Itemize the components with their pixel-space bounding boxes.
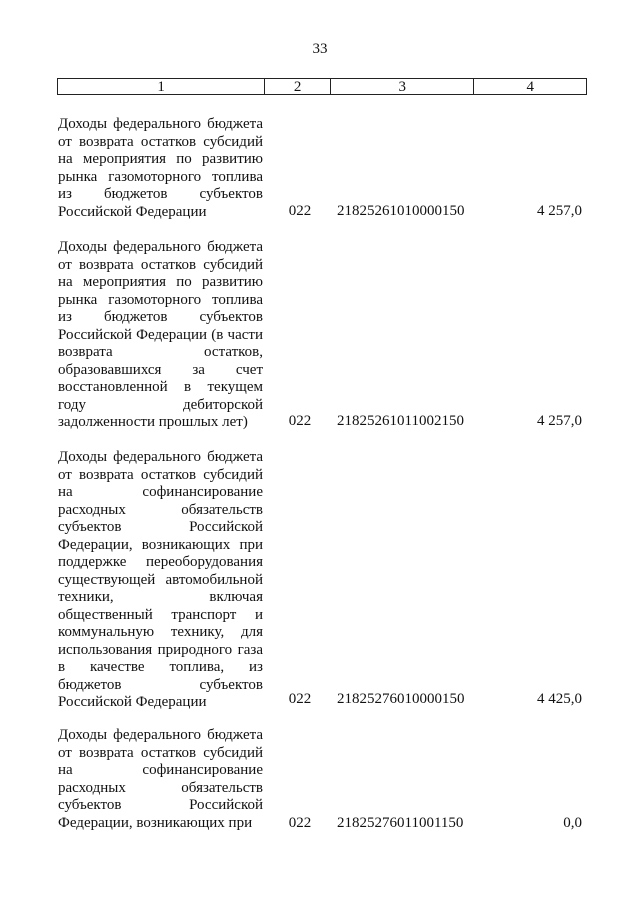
row-kbk-code: 21825261010000150	[337, 203, 465, 219]
column-header-4: 4	[526, 79, 534, 95]
row-amount: 4 257,0	[537, 203, 582, 219]
row-description: Доходы федерального бюджета от возврата остатков субсидий на мероприятия по развитию рынка газомоторного топлива из бюджетов субъектов Российской Федерации (в части возврата остатков, образовавшихся за счет восстановленной в текущем году дебиторской задолженности прошлых лет)	[58, 239, 263, 430]
column-header-3: 3	[331, 79, 474, 94]
row-admin-code: 022	[288, 413, 312, 429]
column-header-2: 2	[265, 79, 331, 94]
row-description: Доходы федерального бюджета от возврата остатков субсидий на мероприятия по развитию рынка газомоторного топлива из бюджетов субъектов Российской Федерации	[58, 116, 263, 220]
row-admin-code: 022	[288, 691, 312, 707]
row-kbk-code: 21825276010000150	[337, 691, 465, 707]
row-admin-code: 022	[288, 203, 312, 219]
row-amount: 0,0	[563, 815, 582, 831]
row-description: Доходы федерального бюджета от возврата остатков субсидий на софинансирование расходных обязательств субъектов Российской Федерации, возникающих при	[58, 727, 263, 831]
row-kbk-code: 21825261011002150	[337, 413, 464, 429]
row-amount: 4 425,0	[537, 691, 582, 707]
row-kbk-code: 21825276011001150	[337, 815, 464, 831]
column-header-1: 1	[58, 79, 265, 94]
row-description: Доходы федерального бюджета от возврата остатков субсидий на софинансирование расходных обязательств субъектов Российской Федерации, возникающих при поддержке переоборудования существующей автомобильной техники, включая общественный транспорт и коммунальную технику, для использования природного газа в качестве топлива, из бюджетов субъектов Российской Федерации	[58, 449, 263, 710]
row-amount: 4 257,0	[537, 413, 582, 429]
table-header	[57, 78, 587, 95]
row-admin-code: 022	[288, 815, 312, 831]
page-number: 33	[312, 41, 328, 57]
